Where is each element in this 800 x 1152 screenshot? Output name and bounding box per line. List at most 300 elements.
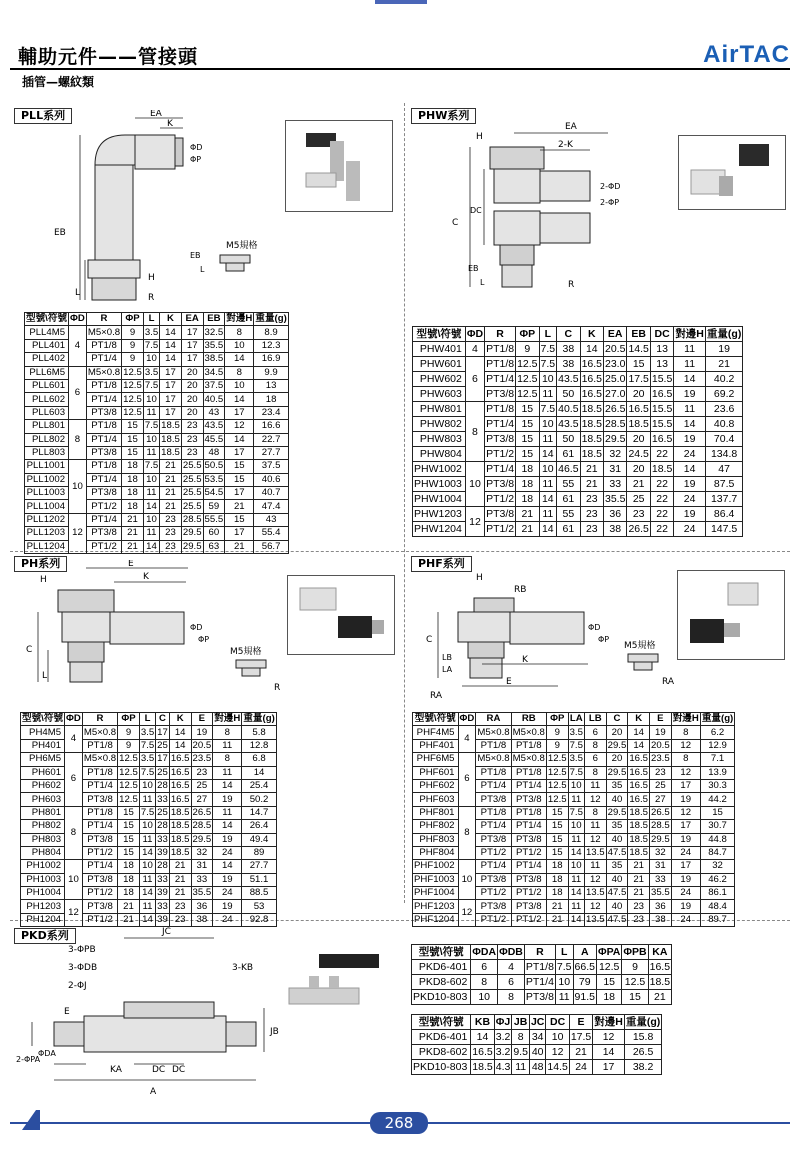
table-cell: 24 xyxy=(569,1060,592,1075)
table-cell: 21 xyxy=(160,473,182,486)
table-cell: PT1/8 xyxy=(525,961,554,973)
table-cell: PH4M5 xyxy=(21,726,65,739)
table-cell: 26.5 xyxy=(651,806,670,818)
pkd-dim-da: ΦDA xyxy=(38,1049,56,1058)
table-cell: 17.5 xyxy=(628,373,649,385)
table-cell: 8 xyxy=(65,806,83,860)
table-row xyxy=(413,477,743,492)
column-header: ΦD xyxy=(70,313,85,325)
table-cell: 18.5 xyxy=(629,847,648,859)
column-header: DC xyxy=(546,1015,569,1030)
table-cell: 15.5 xyxy=(651,403,673,415)
table-cell: 18 xyxy=(254,393,288,406)
table-cell: 28 xyxy=(157,860,168,872)
table-cell: 14 xyxy=(160,339,182,352)
table-cell: 22 xyxy=(650,507,673,522)
table-cell: 13 xyxy=(650,357,673,372)
table-cell: 7.5 xyxy=(144,380,159,392)
table-cell: PT1/4 xyxy=(486,418,515,430)
table-cell: 12 xyxy=(671,806,700,819)
table-cell: 11 xyxy=(539,507,557,522)
table-cell: 8 xyxy=(458,806,476,860)
table-cell: 69.2 xyxy=(705,387,742,402)
table-cell: PT1/4 xyxy=(86,513,121,526)
column-header: EB xyxy=(203,313,225,326)
table-cell: 14 xyxy=(213,820,242,833)
table-cell: 21 xyxy=(628,873,650,886)
pkd-spec-table-1 xyxy=(411,944,672,1005)
table-row xyxy=(25,406,289,419)
column-header: ΦP xyxy=(122,313,144,326)
phf-dim-lb: LB xyxy=(442,653,452,662)
table-row xyxy=(21,739,277,752)
column-header: ΦP xyxy=(546,713,568,726)
table-cell: 10 xyxy=(143,353,159,366)
table-cell: 14 xyxy=(143,500,159,513)
table-cell: PT3/8 xyxy=(476,833,511,846)
table-cell: 46.5 xyxy=(558,463,579,475)
table-cell: 23 xyxy=(160,527,182,540)
table-cell: 38 xyxy=(557,357,580,372)
table-cell: 15 xyxy=(516,417,539,432)
table-cell: 12.5 xyxy=(123,406,142,418)
table-cell: 15 xyxy=(516,432,539,447)
table-cell: 9 xyxy=(122,326,144,339)
table-cell: 18.5 xyxy=(629,833,648,845)
table-cell: PT3/8 xyxy=(486,388,515,400)
table-cell: PT1/2 xyxy=(511,913,546,926)
table-cell: 60 xyxy=(203,527,225,540)
table-cell: 7.1 xyxy=(700,753,734,766)
table-cell: PT1/8 xyxy=(486,403,515,415)
table-cell: 10 xyxy=(568,820,584,833)
table-cell: 11 xyxy=(555,990,573,1005)
table-cell: PH401 xyxy=(21,739,65,752)
table-cell: 16.5 xyxy=(472,1046,493,1058)
ph-dim-k: K xyxy=(143,572,149,582)
table-cell: 23 xyxy=(627,507,650,522)
column-header: 重量(g) xyxy=(701,713,734,725)
table-cell: 11 xyxy=(539,477,557,492)
table-cell: 26.5 xyxy=(628,523,649,535)
table-cell: 18 xyxy=(118,860,140,873)
table-cell: 12.9 xyxy=(700,739,734,752)
table-cell: 10 xyxy=(471,990,498,1005)
ph-dim-d: ΦD xyxy=(190,623,203,632)
table-cell: 15 xyxy=(118,846,140,859)
table-cell: 17 xyxy=(181,326,203,339)
table-cell: 33 xyxy=(157,833,168,845)
table-row xyxy=(25,353,289,366)
table-cell: 17 xyxy=(181,339,203,352)
table-cell: 40.6 xyxy=(254,473,288,486)
table-cell: 10 xyxy=(139,779,155,792)
table-cell: 14 xyxy=(139,913,155,926)
table-cell: 23 xyxy=(169,900,191,913)
table-cell: 29.5 xyxy=(182,527,202,539)
table-cell: 10 xyxy=(555,975,573,990)
table-cell: PHW804 xyxy=(413,447,466,462)
table-cell: PT1/8 xyxy=(86,339,121,352)
table-cell: 9 xyxy=(118,726,140,739)
table-cell: 15 xyxy=(118,806,140,819)
table-cell: PT1/8 xyxy=(486,358,515,370)
phf-dim-ra: RA xyxy=(430,691,443,701)
table-cell: 16.5 xyxy=(170,793,190,805)
table-cell: 23 xyxy=(181,433,203,446)
table-cell: PHW602 xyxy=(413,372,466,387)
table-cell: 18.5 xyxy=(581,418,602,430)
table-cell: 25.4 xyxy=(242,779,276,792)
table-cell: M5×0.8 xyxy=(477,726,510,738)
column-header: 重量(g) xyxy=(243,713,275,725)
table-cell: 6 xyxy=(465,357,484,402)
table-cell: 31 xyxy=(650,860,672,873)
table-cell: M5×0.8 xyxy=(512,726,545,738)
table-cell: PLL603 xyxy=(25,406,69,419)
table-row xyxy=(21,726,277,739)
table-cell: M5×0.8 xyxy=(83,753,117,765)
table-cell: 29.5 xyxy=(605,433,626,445)
table-cell: PT3/8 xyxy=(82,793,117,806)
phf-dim-e: E xyxy=(506,677,512,687)
table-cell: 12.3 xyxy=(254,339,288,352)
table-cell: PT1/2 xyxy=(486,448,515,460)
table-cell: PLL402 xyxy=(25,353,69,366)
table-cell: 6 xyxy=(471,960,498,975)
pkd-section-label: PKD系列 xyxy=(14,928,76,944)
table-cell: 39 xyxy=(157,914,168,926)
table-row xyxy=(25,446,289,459)
pkd-dim-kb: 3-KB xyxy=(232,963,254,973)
table-cell: 16.5 xyxy=(651,388,673,400)
table-cell: 23 xyxy=(181,420,203,433)
table-cell: 22 xyxy=(650,447,673,462)
table-cell: 19 xyxy=(674,432,706,447)
table-cell: PT1/8 xyxy=(86,460,121,473)
table-cell: PHF1204 xyxy=(413,913,459,926)
table-row xyxy=(413,753,735,766)
table-cell: 35 xyxy=(606,820,628,833)
table-cell: 147.5 xyxy=(705,522,742,537)
table-cell: 15 xyxy=(225,513,254,526)
table-cell: PT3/8 xyxy=(486,433,515,445)
phw-dim-k: 2-K xyxy=(558,140,573,150)
table-cell: 39 xyxy=(157,847,168,859)
table-cell: PT1/4 xyxy=(82,779,117,792)
table-cell: 12 xyxy=(584,833,606,846)
table-cell: 61 xyxy=(557,447,580,462)
table-cell: 19 xyxy=(671,873,700,886)
table-cell: 28 xyxy=(157,820,168,832)
table-cell: 35.5 xyxy=(651,887,670,899)
table-cell: PH603 xyxy=(21,793,65,806)
phf-dim-d: ΦD xyxy=(588,623,601,632)
pll-m5-label: M5規格 xyxy=(226,241,258,251)
table-cell: PHF603 xyxy=(413,793,459,806)
pkd-dim-dc: DC xyxy=(152,1065,166,1075)
table-cell: 25 xyxy=(157,739,168,751)
table-cell: 10 xyxy=(539,462,557,477)
column-header: ΦPB xyxy=(623,946,647,958)
table-cell: 38 xyxy=(191,913,213,926)
table-cell: 31 xyxy=(191,860,213,873)
table-cell: 23 xyxy=(191,766,213,779)
column-header: 型號\符號 xyxy=(413,327,466,342)
table-cell: 79 xyxy=(573,975,596,990)
table-cell: 35.5 xyxy=(204,339,224,351)
table-cell: 10 xyxy=(225,379,254,392)
table-cell: 39 xyxy=(157,887,168,899)
table-cell: 15.8 xyxy=(624,1030,661,1045)
table-cell: PH804 xyxy=(21,846,65,859)
table-cell: 14 xyxy=(242,766,276,779)
table-cell: 12.5 xyxy=(119,780,138,792)
table-row xyxy=(413,447,743,462)
table-cell: 29.5 xyxy=(192,833,212,845)
table-cell: PT1/2 xyxy=(82,887,117,900)
table-row xyxy=(413,806,735,819)
table-cell: 27 xyxy=(191,793,213,806)
table-cell: 9 xyxy=(118,739,140,752)
table-cell: 19 xyxy=(674,507,706,522)
table-cell: 26.5 xyxy=(192,806,212,818)
table-cell: 48 xyxy=(529,1060,545,1075)
phf-section-label: PHF系列 xyxy=(411,556,472,572)
table-row xyxy=(413,417,743,432)
table-cell: 12.5 xyxy=(517,373,538,385)
table-cell: 19 xyxy=(674,387,706,402)
table-cell: 14 xyxy=(471,1030,494,1045)
table-cell: PT1/8 xyxy=(511,739,546,752)
table-cell: 8 xyxy=(671,753,700,766)
table-row xyxy=(413,492,743,507)
table-cell: 9.5 xyxy=(513,1046,528,1058)
table-cell: 47.5 xyxy=(607,887,627,899)
table-cell: PHW801 xyxy=(413,402,466,417)
table-cell: PLL401 xyxy=(25,339,69,352)
table-cell: PKD8-602 xyxy=(412,975,471,990)
table-row xyxy=(25,433,289,446)
table-row xyxy=(413,726,735,739)
table-cell: 21 xyxy=(169,873,191,886)
column-header: E xyxy=(569,1015,592,1030)
table-cell: 17 xyxy=(160,379,182,392)
phf-dim-p: ΦP xyxy=(598,635,610,644)
table-cell: 15 xyxy=(225,460,254,473)
table-cell: 8 xyxy=(498,990,525,1005)
table-cell: 14 xyxy=(628,739,650,752)
table-cell: PHF1004 xyxy=(413,887,459,900)
table-cell: 15.5 xyxy=(651,418,673,430)
table-cell: 9.9 xyxy=(254,366,288,379)
table-cell: 48 xyxy=(203,446,225,459)
table-cell: 14 xyxy=(139,887,155,900)
table-cell: 23 xyxy=(160,513,182,526)
pkd-spec-table-2 xyxy=(411,1014,662,1075)
table-cell: PT1/4 xyxy=(86,353,121,366)
table-cell: 16.5 xyxy=(628,403,649,415)
column-header: R xyxy=(524,945,555,960)
table-cell: PT1/8 xyxy=(511,766,546,779)
table-row xyxy=(21,833,277,846)
table-cell: 12.5 xyxy=(547,753,567,765)
table-cell: 14 xyxy=(539,492,557,507)
table-cell: 40.5 xyxy=(204,393,224,405)
table-cell: 7.5 xyxy=(140,739,155,751)
table-cell: 11 xyxy=(139,873,155,886)
page-subtitle: 插管—螺紋類 xyxy=(22,75,95,89)
phw-dim-ea: EA xyxy=(565,122,577,132)
table-cell: 51.1 xyxy=(242,873,276,886)
table-cell: 61 xyxy=(557,522,580,537)
table-cell: 11 xyxy=(674,342,706,357)
table-cell: 15 xyxy=(622,990,648,1005)
pkd-dim-ka: KA xyxy=(110,1065,122,1075)
table-cell: 33 xyxy=(650,873,672,886)
table-cell: 6 xyxy=(498,975,525,990)
table-cell: 21 xyxy=(648,990,671,1005)
table-cell: 13.9 xyxy=(700,766,734,779)
table-cell: PT3/8 xyxy=(476,793,511,806)
table-cell: 21 xyxy=(118,900,140,913)
table-cell: PH1003 xyxy=(21,873,65,886)
column-header: 對邊H xyxy=(675,328,704,340)
table-cell: 15 xyxy=(627,357,650,372)
table-cell: 55 xyxy=(557,507,580,522)
ph-dim-r: R xyxy=(274,683,281,693)
table-cell: 33 xyxy=(157,900,168,912)
phf-dim-k: K xyxy=(522,655,528,665)
phf-dim-la: LA xyxy=(442,665,453,674)
table-cell: 55 xyxy=(557,477,580,492)
table-cell: 8 xyxy=(213,753,242,766)
table-cell: 13 xyxy=(650,342,673,357)
table-cell: 3.5 xyxy=(144,326,159,338)
column-header: K xyxy=(169,713,191,726)
column-header: JC xyxy=(530,1016,545,1028)
table-cell: 9 xyxy=(622,960,648,975)
table-cell: 6 xyxy=(458,753,476,807)
table-cell: 6.8 xyxy=(242,753,276,766)
table-cell: 18 xyxy=(122,460,144,473)
table-cell: 21 xyxy=(225,540,254,553)
table-cell: PT1/8 xyxy=(476,766,511,779)
table-cell: 27.7 xyxy=(242,860,276,873)
table-cell: PHF1003 xyxy=(413,873,459,886)
column-header: DC xyxy=(650,327,673,342)
column-header: 型號\符號 xyxy=(412,1015,471,1030)
table-cell: 12.5 xyxy=(517,388,538,400)
table-cell: 66.5 xyxy=(574,961,595,973)
phw-dim-p: 2-ΦP xyxy=(600,198,620,207)
table-row xyxy=(21,766,277,779)
table-cell: 14 xyxy=(160,326,182,339)
column-separator xyxy=(404,103,405,903)
table-cell: PHF4M5 xyxy=(413,726,459,739)
table-cell: 18.5 xyxy=(651,463,673,475)
table-cell: 43.5 xyxy=(558,373,579,385)
table-cell: PH1002 xyxy=(21,860,65,873)
table-cell: 8 xyxy=(471,975,498,990)
table-cell: PT1/8 xyxy=(486,343,515,355)
table-cell: 40 xyxy=(606,900,628,913)
table-cell: 11 xyxy=(539,432,557,447)
table-cell: 4.3 xyxy=(495,1061,511,1073)
table-cell: 12 xyxy=(546,1045,569,1060)
table-cell: 12 xyxy=(69,513,87,553)
phf-product-photo xyxy=(677,570,785,660)
column-header: 對邊H xyxy=(226,313,253,325)
table-cell: PHF601 xyxy=(413,766,459,779)
table-cell: 5.8 xyxy=(242,726,276,739)
table-cell: 47.5 xyxy=(607,847,627,859)
pkd-dim-e: E xyxy=(64,1007,70,1017)
table-cell: 18.5 xyxy=(161,433,180,445)
column-header: ΦPA xyxy=(597,946,621,958)
table-cell: 21 xyxy=(516,507,539,522)
table-cell: 7.5 xyxy=(144,420,159,432)
pll-dimension-drawing xyxy=(40,110,300,310)
table-cell: 8 xyxy=(465,402,484,462)
table-cell: 14 xyxy=(580,342,603,357)
table-cell: 16.9 xyxy=(254,353,288,366)
table-cell: 21 xyxy=(628,860,650,873)
table-cell: 88.5 xyxy=(242,887,276,900)
table-cell: 28.5 xyxy=(605,418,626,430)
table-cell: 25.0 xyxy=(605,373,626,385)
table-cell: 9 xyxy=(122,339,144,352)
table-cell: 11 xyxy=(584,820,606,833)
column-header: ΦD xyxy=(459,713,475,725)
table-cell: 50 xyxy=(557,432,580,447)
column-header: R xyxy=(485,327,516,342)
table-cell: 29.5 xyxy=(607,766,627,778)
table-cell: 23.0 xyxy=(605,358,626,370)
table-cell: 34.5 xyxy=(204,366,224,378)
table-cell: 21 xyxy=(225,500,254,513)
table-cell: 19 xyxy=(213,833,242,846)
table-cell: PT1/4 xyxy=(486,373,515,385)
table-cell: 35 xyxy=(606,779,628,792)
table-cell: 38.2 xyxy=(624,1060,661,1075)
column-header: C xyxy=(606,713,628,726)
table-cell: 70.4 xyxy=(705,432,742,447)
table-cell: 40.5 xyxy=(558,403,579,415)
table-cell: 12 xyxy=(465,507,484,537)
ph-dim-l: L xyxy=(42,671,48,681)
table-cell: 17.5 xyxy=(570,1031,592,1043)
table-row xyxy=(25,379,289,392)
table-cell: 12.5 xyxy=(596,960,621,975)
phw-section-label: PHW系列 xyxy=(411,108,476,124)
table-cell: PT1/4 xyxy=(476,779,511,792)
table-cell: 20 xyxy=(606,726,628,739)
pll-dim-l: L xyxy=(75,288,81,298)
table-cell: 23 xyxy=(628,900,650,913)
column-header: A xyxy=(573,945,596,960)
table-row xyxy=(21,860,277,873)
column-header: R xyxy=(86,313,121,326)
ph-m5-label: M5規格 xyxy=(230,647,262,657)
table-cell: 4 xyxy=(458,726,476,753)
table-cell: 8 xyxy=(512,1030,530,1045)
table-cell: 45.5 xyxy=(204,433,224,445)
table-cell: PLL4M5 xyxy=(25,326,69,339)
column-header: 型號\符號 xyxy=(22,713,64,725)
table-cell: 12.5 xyxy=(547,793,567,805)
table-cell: 14 xyxy=(160,353,182,366)
